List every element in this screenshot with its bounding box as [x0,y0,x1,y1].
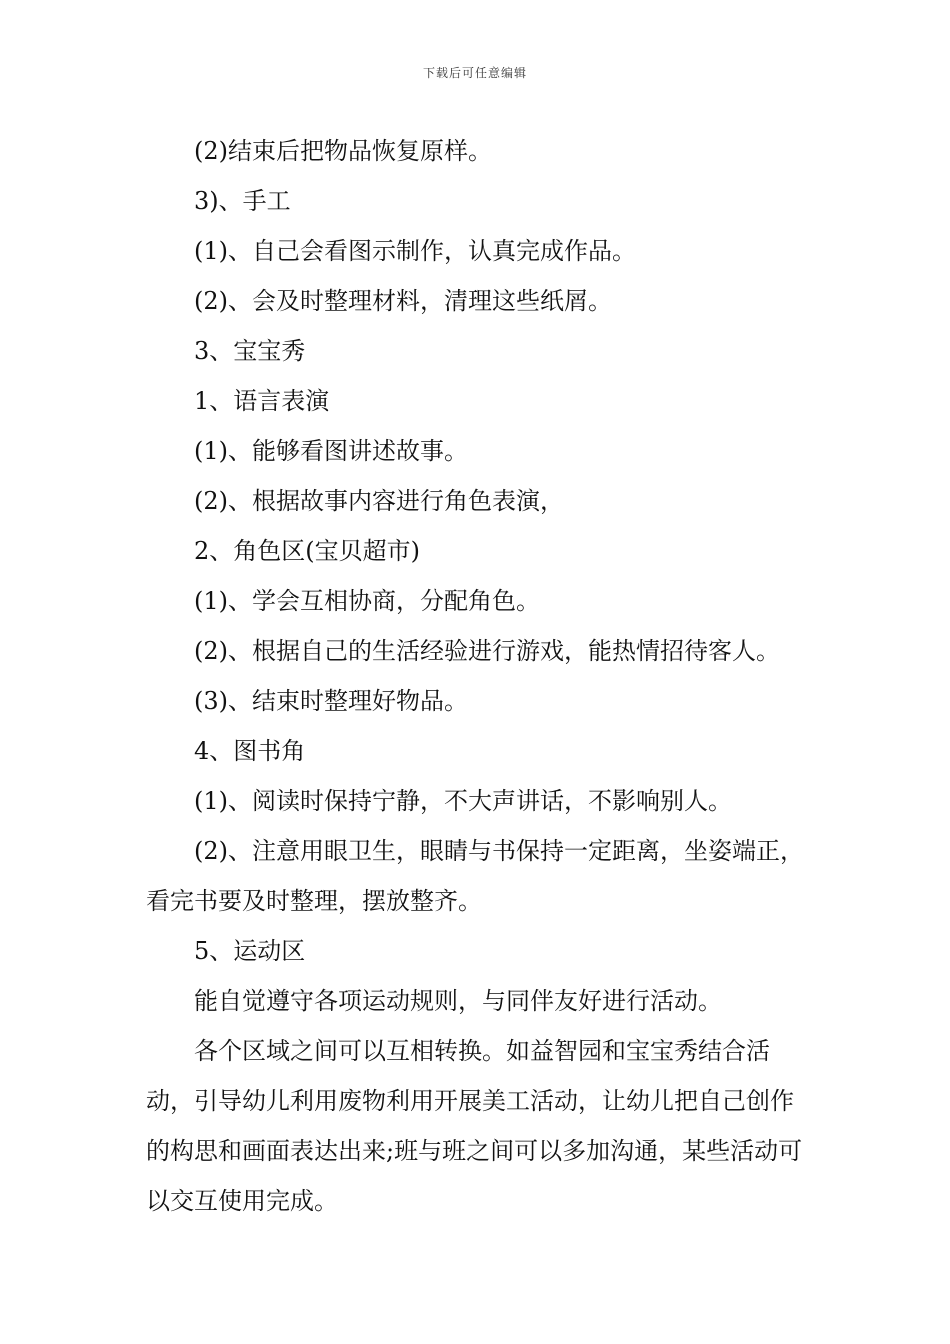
paragraph-3: (1)、自己会看图示制作，认真完成作品。 [194,237,636,265]
paragraph-11: (2)、根据自己的生活经验进行游戏，能热情招待客人。 [194,637,780,665]
paragraph-1: (2)结束后把物品恢复原样。 [194,137,492,165]
paragraph-7: (1)、能够看图讲述故事。 [194,437,468,465]
paragraph-18: 各个区域之间可以互相转换。如益智园和宝宝秀结合活动，引导幼儿利用废物利用开展美工活动，让幼儿把自己创作的构思和画面表达出来;班与班之间可以多加沟通，某些活动可以交互使用完成。 [146,1037,803,1215]
paragraph-9: 2、角色区(宝贝超市) [194,537,420,565]
paragraph-10: (1)、学会互相协商，分配角色。 [194,587,540,615]
page-header: 下载后可任意编辑 [422,66,527,80]
paragraph-12: (3)、结束时整理好物品。 [194,687,468,715]
paragraph-2: 3)、手工 [194,187,291,215]
paragraph-5: 3、宝宝秀 [194,337,306,365]
paragraph-15: (2)、注意用眼卫生，眼睛与书保持一定距离，坐姿端正，看完书要及时整理，摆放整齐。 [146,837,804,915]
paragraph-6: 1、语言表演 [194,387,330,415]
paragraph-13: 4、图书角 [194,737,306,765]
paragraph-14: (1)、阅读时保持宁静，不大声讲话，不影响别人。 [194,787,732,815]
paragraph-17: 能自觉遵守各项运动规则，与同伴友好进行活动。 [194,987,722,1015]
paragraph-16: 5、运动区 [194,937,306,965]
paragraph-4: (2)、会及时整理材料，清理这些纸屑。 [194,287,612,315]
paragraph-8: (2)、根据故事内容进行角色表演， [194,487,564,515]
document-body [146,126,810,1226]
